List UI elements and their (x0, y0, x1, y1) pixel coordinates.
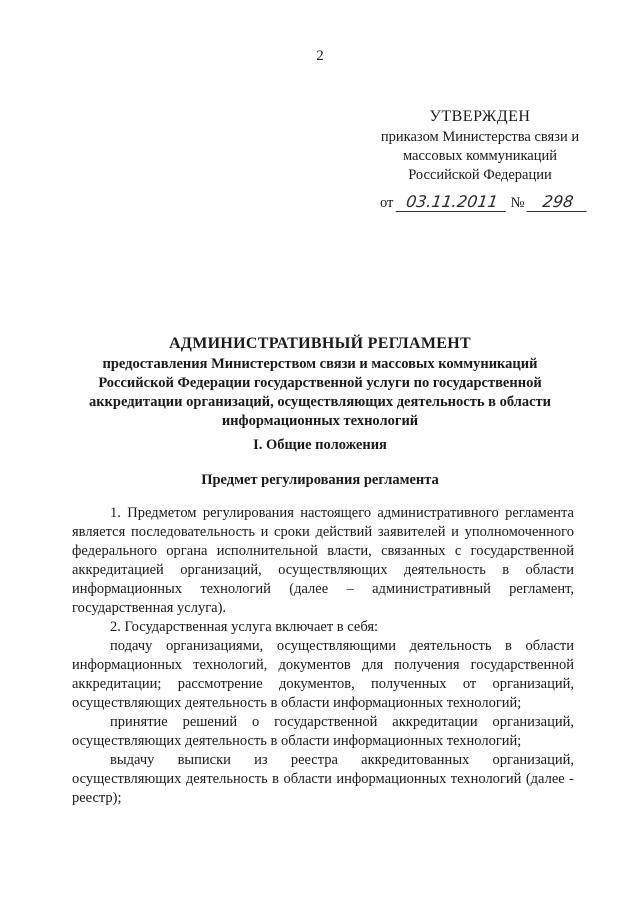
approval-line-3: Российской Федерации (408, 167, 552, 183)
body-text (72, 504, 574, 808)
title-line-2: Российской Федерации государственной услуги по государственной (98, 375, 542, 391)
paragraph: подачу организациями, осуществляющими деятельность в области информационных технологий, документов для получения государственной аккредитации; рассмотрение документов, полученных от организаций, осуществляющих деятельность в области информационных технологий; (72, 638, 574, 711)
handwritten-date: 03.11.2011 (396, 192, 509, 212)
paragraph: 2. Государственная услуга включает в себя: (110, 619, 379, 635)
document-title-block (70, 334, 570, 431)
title-line-4: информационных технологий (221, 413, 419, 429)
paragraph: выдачу выписки из реестра аккредитованных организаций, осуществляющих деятельность в области информационных технологий (далее - реестр); (72, 752, 574, 806)
title-line-1: предоставления Министерством связи и массовых коммуникаций (102, 356, 538, 372)
document-title: АДМИНИСТРАТИВНЫЙ РЕГЛАМЕНТ (169, 335, 471, 352)
approved-heading: УТВЕРЖДЕН (429, 108, 531, 125)
paragraph: 1. Предметом регулирования настоящего административного регламента является последовательность и сроки действий заявителей и уполномоченного федерального органа исполнительной власти, связанных с государственной аккредитацией организаций, осуществляющих деятельность в области информационных технологий (далее – административный регламент, государственная услуга). (72, 505, 574, 616)
section-heading: I. Общие положения (253, 437, 387, 453)
approval-line-2: массовых коммуникаций (402, 148, 558, 164)
paragraph: принятие решений о государственной аккредитации организаций, осуществляющих деятельность в области информационных технологий; (72, 714, 574, 749)
order-number-label: № (510, 195, 525, 211)
approval-line-1: приказом Министерства связи и (380, 129, 580, 145)
approval-block (360, 107, 600, 185)
subsection-heading: Предмет регулирования регламента (201, 472, 439, 488)
title-line-3: аккредитации организаций, осуществляющих деятельность в области (88, 394, 552, 410)
order-from-label: от (380, 195, 394, 211)
handwritten-number: 298 (527, 192, 590, 212)
page-number: 2 (316, 48, 324, 64)
order-line (380, 192, 588, 212)
